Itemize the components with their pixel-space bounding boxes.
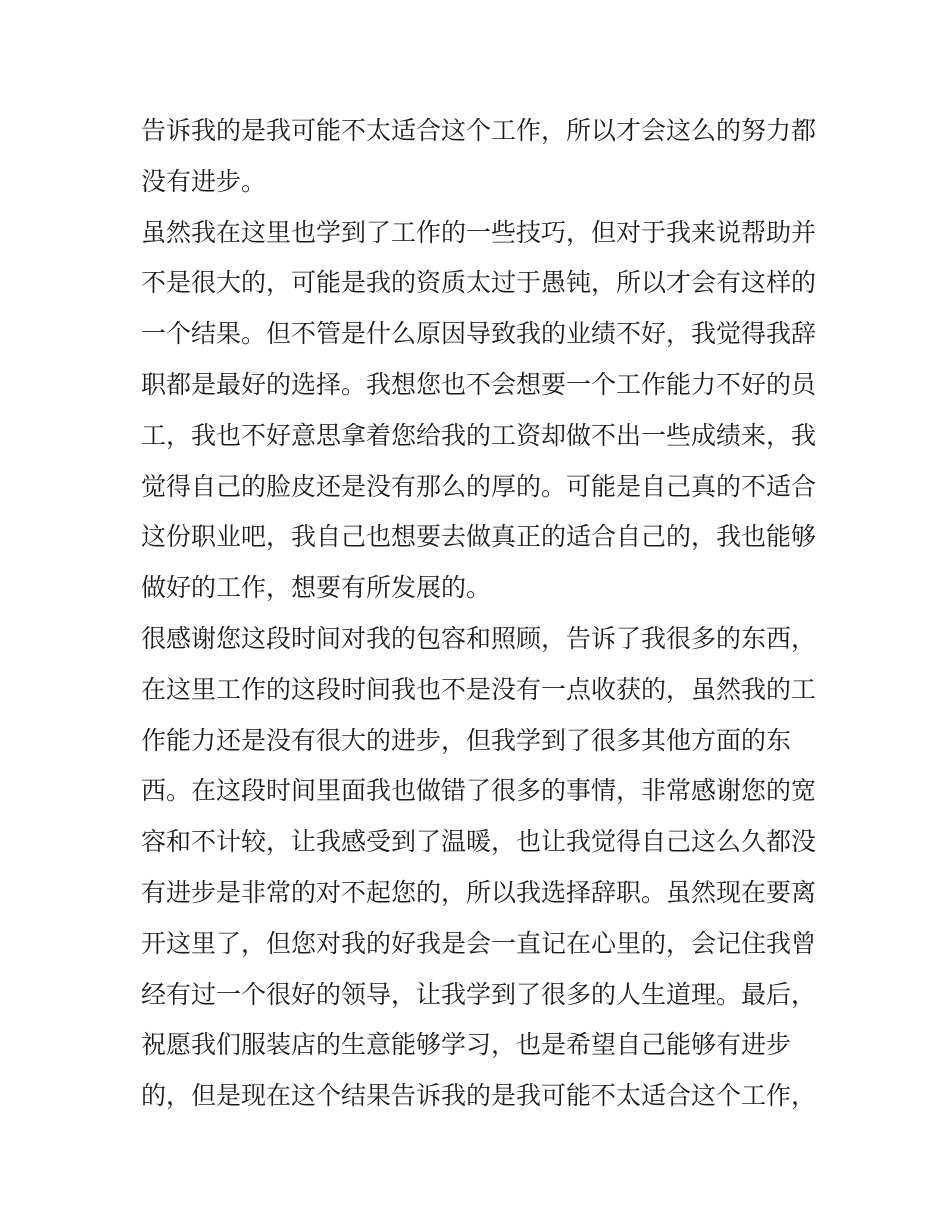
text-line: 做好的工作，想要有所发展的。 (141, 573, 492, 603)
text-line: 西。在这段时间里面我也做错了很多的事情，非常感谢您的宽 (141, 776, 817, 806)
text-line: 在这里工作的这段时间我也不是没有一点收获的，虽然我的工 (141, 674, 817, 704)
text-line: 的，但是现在这个结果告诉我的是我可能不太适合这个工作， (141, 1081, 817, 1111)
text-line: 这份职业吧，我自己也想要去做真正的适合自己的，我也能够 (141, 522, 817, 552)
text-line: 不是很大的，可能是我的资质太过于愚钝，所以才会有这样的 (141, 268, 817, 298)
text-line: 工，我也不好意思拿着您给我的工资却做不出一些成绩来，我 (141, 420, 817, 450)
text-line: 一个结果。但不管是什么原因导致我的业绩不好，我觉得我辞 (141, 319, 817, 349)
text-line: 作能力还是没有很大的进步，但我学到了很多其他方面的东 (141, 725, 792, 755)
text-line: 经有过一个很好的领导，让我学到了很多的人生道理。最后， (141, 979, 817, 1009)
text-line: 觉得自己的脸皮还是没有那么的厚的。可能是自己真的不适合 (141, 471, 817, 501)
text-line: 告诉我的是我可能不太适合这个工作，所以才会这么的努力都 (141, 116, 817, 145)
text-line: 虽然我在这里也学到了工作的一些技巧，但对于我来说帮助并 (141, 217, 817, 247)
text-line: 职都是最好的选择。我想您也不会想要一个工作能力不好的员 (141, 369, 817, 399)
text-line: 很感谢您这段时间对我的包容和照顾，告诉了我很多的东西， (141, 623, 817, 653)
text-line: 没有进步。 (141, 166, 267, 196)
text-line: 开这里了，但您对我的好我是会一直记在心里的，会记住我曾 (141, 928, 817, 958)
body-text (141, 106, 821, 1122)
text-line: 有进步是非常的对不起您的，所以我选择辞职。虽然现在要离 (141, 877, 817, 907)
text-line: 祝愿我们服装店的生意能够学习，也是希望自己能够有进步 (141, 1030, 792, 1060)
text-line: 容和不计较，让我感受到了温暖，也让我觉得自己这么久都没 (141, 827, 817, 857)
